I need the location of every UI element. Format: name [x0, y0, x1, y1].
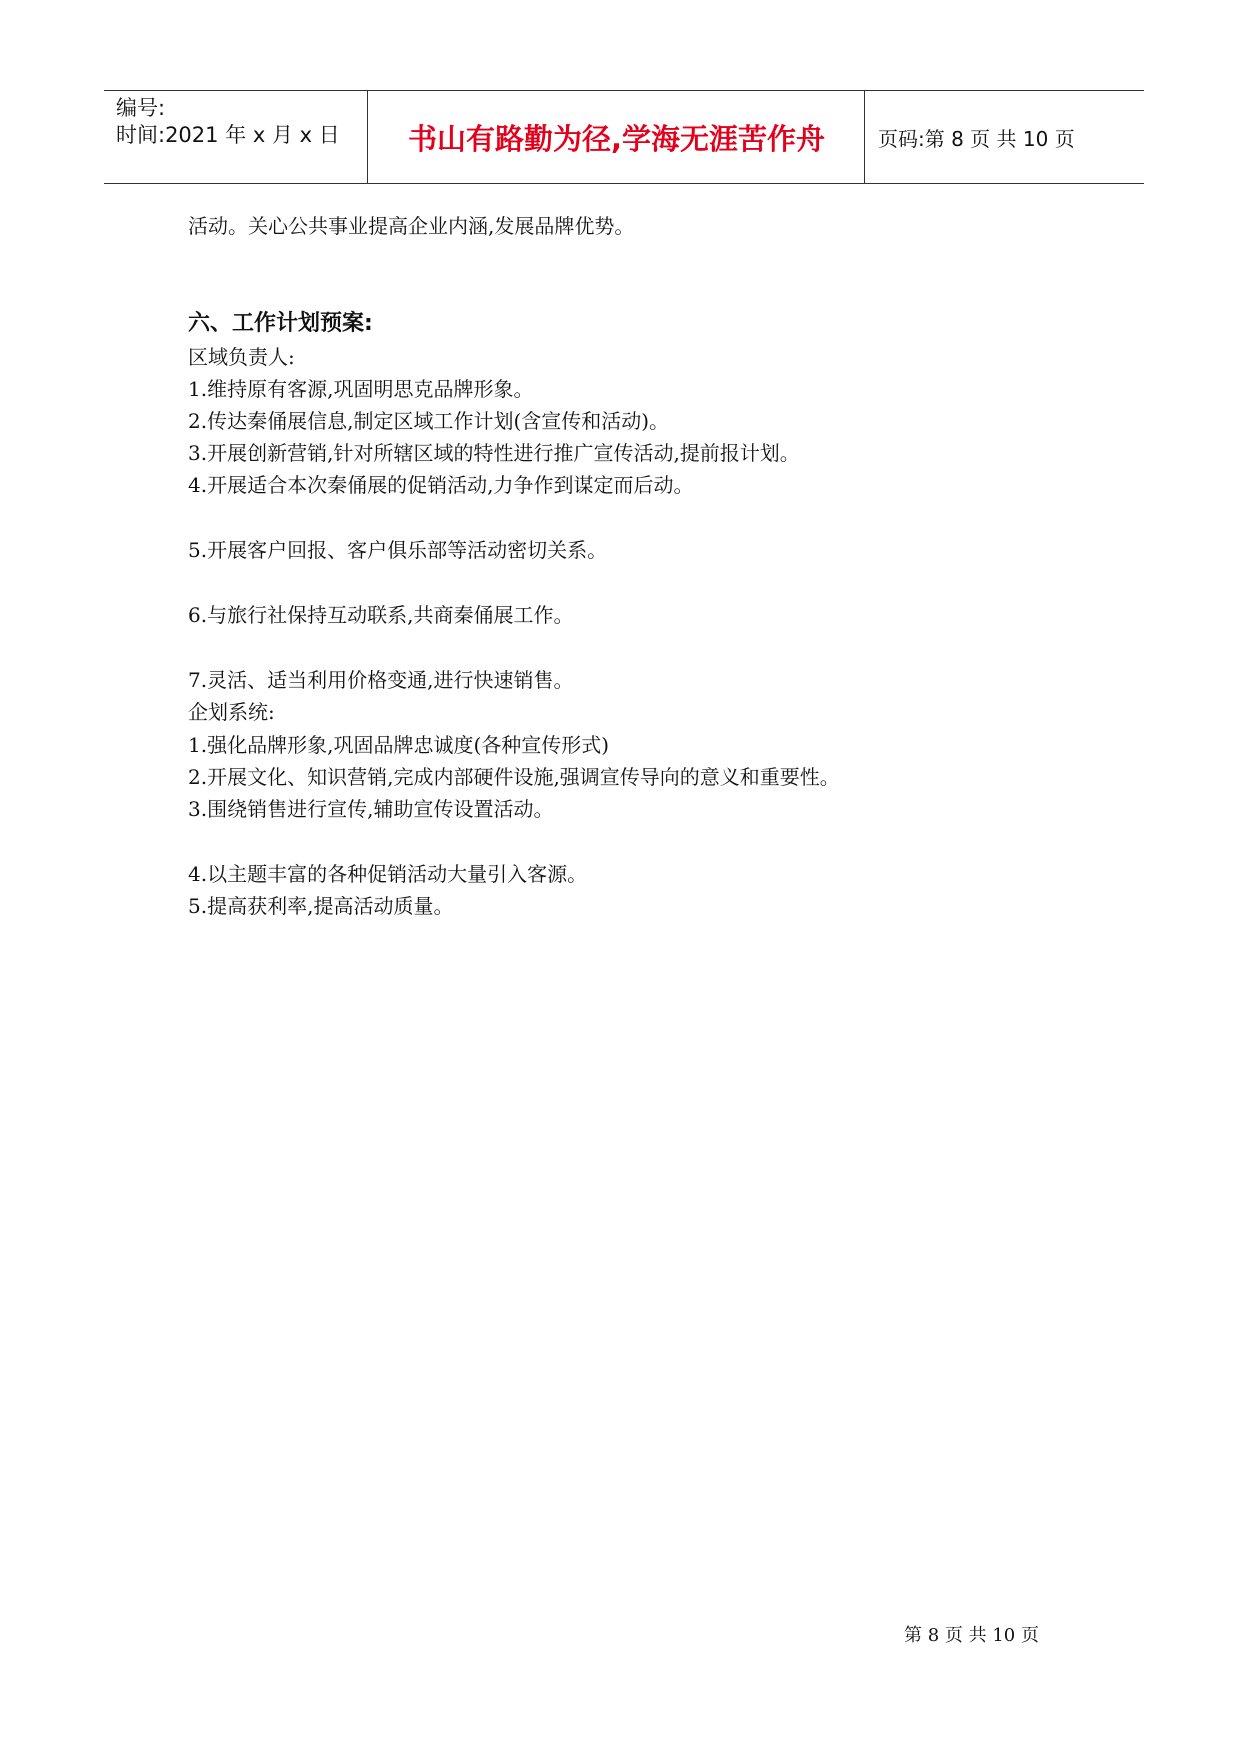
list-item: 3.围绕销售进行宣传,辅助宣传设置活动。	[188, 797, 554, 821]
intro-line: 活动。关心公共事业提高企业内涵,发展品牌优势。	[188, 214, 635, 238]
header-page-info: 页码:第 8 页 共 10 页	[878, 127, 1075, 151]
header-motto: 书山有路勤为径,学海无涯苦作舟	[407, 122, 826, 156]
header-motto-cell	[369, 91, 865, 183]
header-meta-cell	[104, 91, 368, 183]
list-item: 3.开展创新营销,针对所辖区域的特性进行推广宣传活动,提前报计划。	[188, 441, 800, 465]
regional-label: 区域负责人:	[188, 345, 295, 369]
list-item: 5.提高获利率,提高活动质量。	[188, 894, 454, 918]
header-page-cell	[866, 91, 1144, 183]
list-item: 1.维持原有客源,巩固明思克品牌形象。	[188, 377, 534, 401]
list-item: 4.以主题丰富的各种促销活动大量引入客源。	[188, 862, 588, 886]
document-number-label: 编号:	[116, 96, 166, 120]
page-header	[104, 90, 1144, 184]
section-heading: 六、工作计划预案:	[188, 311, 373, 336]
list-item: 6.与旅行社保持互动联系,共商秦俑展工作。	[188, 603, 574, 627]
list-item: 1.强化品牌形象,巩固品牌忠诚度(各种宣传形式)	[188, 733, 610, 757]
page-footer: 第 8 页 共 10 页	[904, 1625, 1039, 1646]
list-item: 2.传达秦俑展信息,制定区域工作计划(含宣传和活动)。	[188, 409, 670, 433]
list-item: 5.开展客户回报、客户俱乐部等活动密切关系。	[188, 538, 608, 562]
planning-label: 企划系统:	[188, 700, 275, 724]
list-item: 4.开展适合本次秦俑展的促销活动,力争作到谋定而后动。	[188, 473, 694, 497]
list-item: 7.灵活、适当利用价格变通,进行快速销售。	[188, 668, 574, 692]
document-time-label: 时间:2021 年 x 月 x 日	[116, 123, 340, 147]
list-item: 2.开展文化、知识营销,完成内部硬件设施,强调宣传导向的意义和重要性。	[188, 765, 840, 789]
